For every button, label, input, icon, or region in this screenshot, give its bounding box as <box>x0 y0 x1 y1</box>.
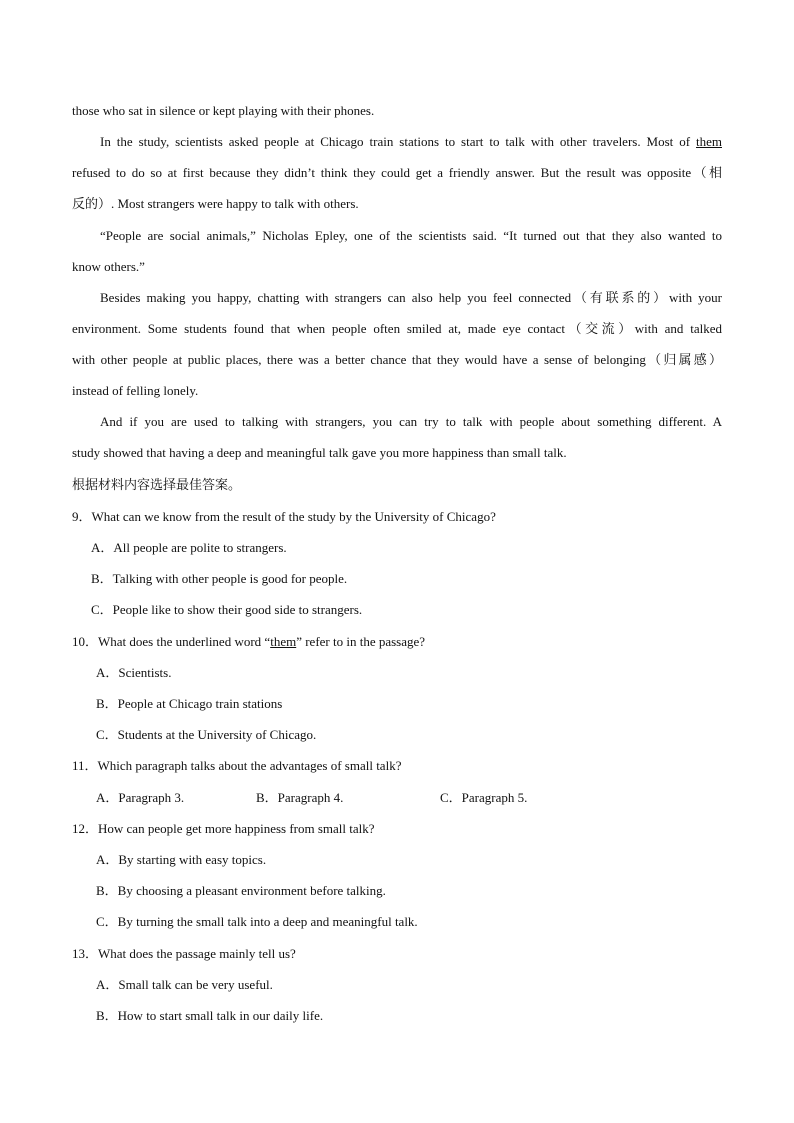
passage-line: instead of felling lonely. <box>72 383 199 398</box>
question-stem: 13．What does the passage mainly tell us? <box>72 946 296 961</box>
answer-option: C．People like to show their good side to strangers. <box>91 602 363 617</box>
passage-text: In the study, scientists asked people at Chicago train stations to start to talk with other travelers. Most of <box>100 134 696 149</box>
answer-option: C．Paragraph 5. <box>440 790 528 805</box>
question-stem: 11．Which paragraph talks about the advantages of small talk? <box>72 758 402 773</box>
answer-option: A．Small talk can be very useful. <box>96 977 273 992</box>
answer-option: C．By turning the small talk into a deep and meaningful talk. <box>96 914 418 929</box>
question-stem <box>72 633 722 650</box>
answer-option: A．Paragraph 3. <box>96 790 185 805</box>
answer-option: B．By choosing a pleasant environment before talking. <box>96 883 386 898</box>
passage-line: know others.” <box>72 259 145 274</box>
question-text: ” refer to in the passage? <box>296 634 426 649</box>
answer-option: A．By starting with easy topics. <box>96 852 267 867</box>
underlined-word-them: them <box>696 134 722 149</box>
answer-option: A．All people are polite to strangers. <box>91 540 287 555</box>
passage-line <box>100 133 722 150</box>
instruction-text: 根据材料内容选择最佳答案。 <box>72 477 242 492</box>
answer-option: B．People at Chicago train stations <box>96 696 283 711</box>
question-text: 10．What does the underlined word “ <box>72 634 271 649</box>
question-stem: 9．What can we know from the result of the study by the University of Chicago? <box>72 509 496 524</box>
passage-line: “People are social animals,” Nicholas Epley, one of the scientists said. “It turned out that they also wanted to <box>100 228 722 243</box>
underlined-word-them: them <box>270 634 297 649</box>
passage-line: And if you are used to talking with strangers, you can try to talk with people about something different. A <box>100 414 722 429</box>
answer-option: B．How to start small talk in our daily life. <box>96 1008 324 1023</box>
answer-option: C．Students at the University of Chicago. <box>96 727 317 742</box>
answer-option: B．Paragraph 4. <box>256 790 344 805</box>
question-stem: 12．How can people get more happiness from small talk? <box>72 821 375 836</box>
passage-line: those who sat in silence or kept playing with their phones. <box>72 103 375 118</box>
answer-option: A．Scientists. <box>96 665 172 680</box>
passage-line: study showed that having a deep and meaningful talk gave you more happiness than small talk. <box>72 445 567 460</box>
passage-line: 反的）. Most strangers were happy to talk with others. <box>72 196 359 211</box>
passage-line: environment. Some students found that when people often smiled at, made eye contact（交流）with and talked <box>72 321 722 336</box>
passage-line: with other people at public places, there was a better chance that they would have a sense of belonging（归属感） <box>72 352 722 367</box>
passage-line: Besides making you happy, chatting with strangers can also help you feel connected（有联系的）with your <box>100 290 722 305</box>
answer-option: B．Talking with other people is good for people. <box>91 571 348 586</box>
passage-line: refused to do so at first because they didn’t think they could get a friendly answer. But the result was opposite（相 <box>72 165 722 180</box>
